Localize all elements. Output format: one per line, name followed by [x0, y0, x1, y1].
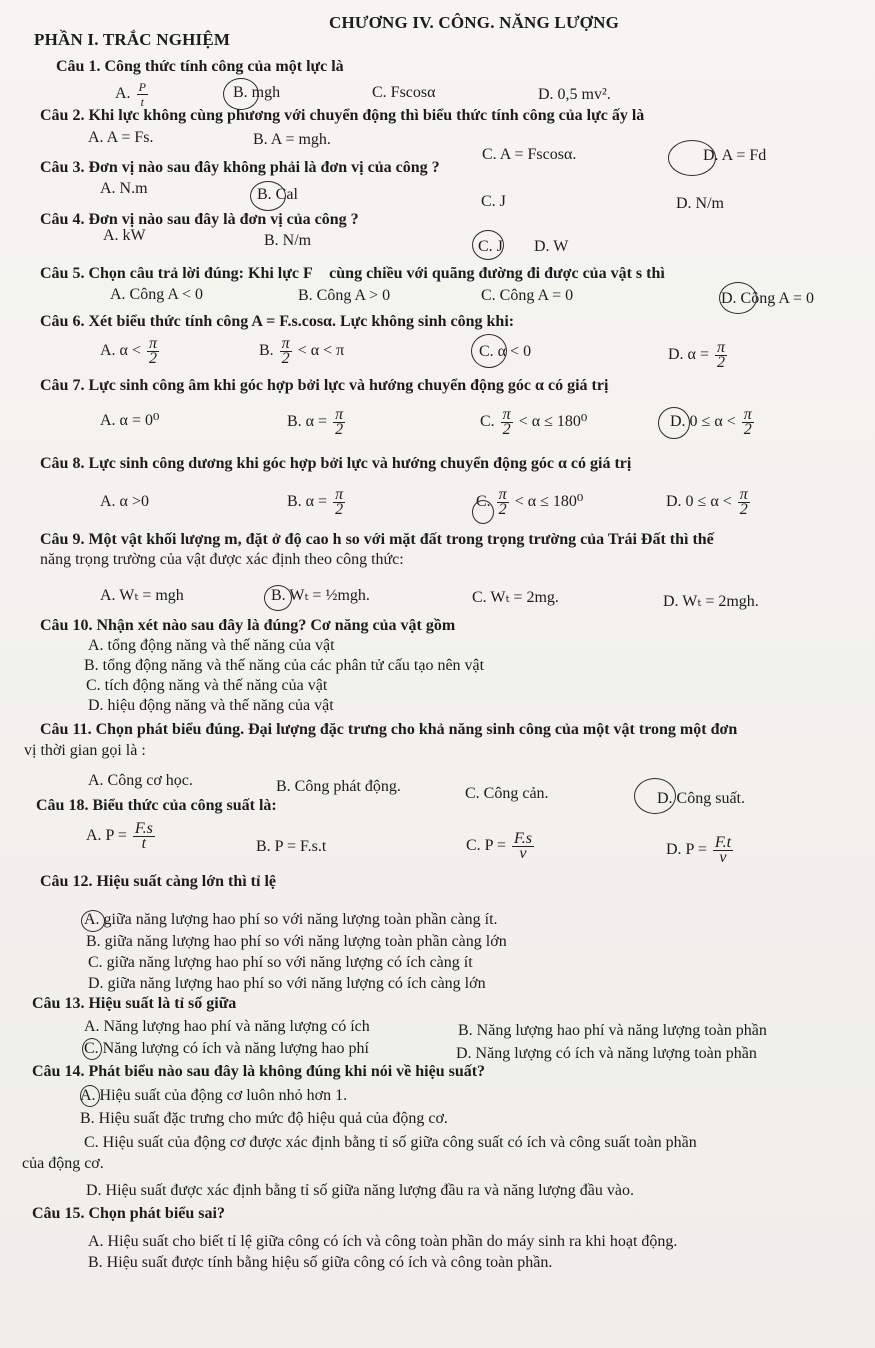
part-title: PHẦN I. TRẮC NGHIỆM: [34, 30, 231, 49]
q13-option-d[interactable]: D. Năng lượng có ích và năng lượng toàn phần: [456, 1045, 757, 1062]
q3-stem-bold: không phải: [223, 159, 301, 176]
q1-option-a[interactable]: [115, 80, 150, 109]
q1-option-a-label: A.: [115, 85, 131, 103]
q4-option-c[interactable]: C. J: [478, 238, 503, 255]
q6-option-a[interactable]: [100, 337, 161, 366]
q10-option-c[interactable]: C. tích động năng và thế năng của vật: [86, 677, 328, 694]
q6-b-pre: B.: [259, 342, 274, 360]
q6-d-pre: D. α =: [668, 346, 709, 364]
q8-c-pre: C.: [476, 493, 491, 511]
q6-b-post: < α < π: [297, 342, 345, 360]
q14-option-c-line1[interactable]: C. Hiệu suất của động cơ được xác định bằng tỉ số giữa công suất có ích và công suất toàn phần: [84, 1134, 697, 1151]
q15-option-a[interactable]: A. Hiệu suất cho biết tỉ lệ giữa công có ích và công toàn phần do máy sinh ra khi hoạt động.: [88, 1233, 678, 1250]
question-1-stem: Câu 1. Công thức tính công của một lực là: [56, 58, 344, 75]
q6-d-denominator: 2: [716, 354, 725, 371]
q3-option-b[interactable]: B. Cal: [257, 186, 298, 203]
q1-option-b[interactable]: B. mgh: [233, 84, 281, 101]
q8-b-denominator: 2: [335, 501, 344, 518]
q7-d-denominator: 2: [743, 421, 752, 438]
q9-option-b[interactable]: B. Wₜ = ½mgh.: [271, 587, 370, 604]
q2-answer-mark: [668, 140, 716, 176]
q6-option-c[interactable]: C. α < 0: [479, 343, 532, 360]
q18-a-denominator: t: [141, 835, 147, 852]
q18-c-pre: C. P =: [466, 837, 506, 855]
q7-d-pre: D. 0 ≤ α <: [670, 413, 736, 431]
q3-stem-pre: Câu 3. Đơn vị nào sau đây: [40, 159, 224, 176]
q9-option-c[interactable]: C. Wₜ = 2mg.: [472, 589, 559, 606]
question-10-stem: [40, 617, 455, 635]
question-11-stem-line2: vị thời gian gọi là :: [24, 742, 146, 759]
q12-option-a[interactable]: A. giữa năng lượng hao phí so với năng lượng toàn phần càng ít.: [84, 911, 498, 928]
q3-option-c[interactable]: C. J: [481, 193, 506, 210]
q1-a-numerator: P: [138, 80, 146, 94]
q14-option-a[interactable]: A. Hiệu suất của động cơ luôn nhỏ hơn 1.: [80, 1087, 348, 1104]
question-11-stem-line1: Câu 11. Chọn phát biểu đúng. Đại lượng đặc trưng cho khả năng sinh công của một vật trong một đơn: [40, 721, 738, 738]
q18-option-b[interactable]: B. P = F.s.t: [256, 838, 327, 855]
q8-option-a[interactable]: A. α >0: [100, 493, 149, 510]
q3-answer-mark: [250, 181, 286, 211]
q12-option-c[interactable]: C. giữa năng lượng hao phí so với năng lượng có ích càng ít: [88, 954, 473, 971]
q6-a-numerator: π: [148, 335, 157, 352]
q6-answer-mark: [471, 334, 507, 368]
q14-stem-pre: Câu 14. Phát biểu nào sau đây là: [32, 1063, 260, 1080]
question-7-stem: Câu 7. Lực sinh công âm khi góc hợp bởi lực và hướng chuyển động góc α có giá trị: [40, 377, 609, 394]
q8-d-denominator: 2: [739, 501, 748, 518]
q2-option-a[interactable]: A. A = Fs.: [88, 129, 154, 146]
q5-answer-mark: [719, 282, 757, 314]
q18-a-numerator: F.s: [134, 820, 153, 837]
q4-option-d[interactable]: D. W: [534, 238, 569, 255]
question-9-stem-line2: năng trọng trường của vật được xác định theo công thức:: [40, 551, 404, 568]
q7-c-post: < α ≤ 180⁰: [518, 413, 588, 431]
question-9-stem-line1: Câu 9. Một vật khối lượng m, đặt ở độ cao h so với mặt đất trong trọng trường của Trái Đất thì thế: [40, 531, 714, 548]
q8-b-pre: B. α =: [287, 493, 328, 511]
q13-answer-mark: [82, 1038, 102, 1060]
q7-b-numerator: π: [335, 406, 344, 423]
q8-d-numerator: π: [739, 486, 748, 503]
q15-option-b[interactable]: B. Hiệu suất được tính bằng hiệu số giữa công có ích và công toàn phần.: [88, 1254, 553, 1271]
q11-option-c[interactable]: C. Công cản.: [465, 785, 549, 802]
q5-option-a[interactable]: A. Công A < 0: [110, 286, 204, 303]
q8-option-d[interactable]: [666, 488, 752, 517]
q8-d-pre: D. 0 ≤ α <: [666, 493, 732, 511]
q7-option-a[interactable]: A. α = 0⁰: [100, 412, 160, 429]
q7-c-denominator: 2: [502, 421, 511, 438]
q18-option-c[interactable]: [466, 832, 536, 861]
q10-option-d[interactable]: D. hiệu động năng và thế năng của vật: [88, 697, 334, 714]
q6-a-pre: A. α <: [100, 342, 141, 360]
q2-stem-post: cùng phương với chuyển động thì biểu thức tính công của lực ấy là: [186, 107, 645, 124]
q10-stem-post: ? Cơ năng của vật gồm: [298, 617, 456, 634]
q6-option-d[interactable]: [668, 341, 729, 370]
q8-c-numerator: π: [498, 486, 507, 503]
q4-option-b[interactable]: B. N/m: [264, 232, 312, 249]
q18-d-denominator: v: [719, 849, 727, 866]
q3-option-a[interactable]: A. N.m: [100, 180, 148, 197]
q2-stem-bold: không: [143, 107, 187, 124]
chapter-title: CHƯƠNG IV. CÔNG. NĂNG LƯỢNG: [329, 13, 620, 32]
q10-stem-pre: Câu 10. Nhận xét nào sau đây là: [40, 617, 264, 634]
q7-option-c[interactable]: [480, 408, 587, 437]
q4-answer-mark: [472, 230, 504, 260]
question-4-stem: Câu 4. Đơn vị nào sau đây là đơn vị của công ?: [40, 211, 359, 228]
q8-b-numerator: π: [335, 486, 344, 503]
q8-c-denominator: 2: [498, 501, 507, 518]
q6-option-b[interactable]: [259, 337, 344, 366]
q18-a-pre: A. P =: [86, 827, 127, 845]
q12-option-b[interactable]: B. giữa năng lượng hao phí so với năng lượng toàn phần càng lớn: [86, 933, 507, 950]
q1-option-c[interactable]: C. Fscosα: [372, 84, 436, 101]
q9-answer-mark: [264, 585, 292, 611]
q7-c-pre: C.: [480, 413, 495, 431]
q5-option-c[interactable]: C. Công A = 0: [481, 287, 574, 304]
q13-option-a[interactable]: A. Năng lượng hao phí và năng lượng có ích: [84, 1018, 370, 1035]
q1-a-denominator: t: [140, 95, 144, 109]
q14-answer-mark: [80, 1085, 100, 1107]
q14-option-d[interactable]: D. Hiệu suất được xác định bằng tỉ số giữa năng lượng đầu ra và năng lượng đầu vào.: [86, 1182, 634, 1199]
q7-option-b[interactable]: [287, 408, 347, 437]
q18-c-denominator: v: [519, 845, 527, 862]
q3-option-d[interactable]: D. N/m: [676, 195, 724, 212]
q7-c-numerator: π: [502, 406, 511, 423]
q2-option-b[interactable]: B. A = mgh.: [253, 131, 331, 148]
q7-b-pre: B. α =: [287, 413, 328, 431]
q10-option-b[interactable]: B. tổng động năng và thế năng của các phân tử cấu tạo nên vật: [84, 657, 485, 674]
q11-option-b[interactable]: B. Công phát động.: [276, 778, 401, 795]
q8-option-b[interactable]: [287, 488, 347, 517]
q5-option-b[interactable]: B. Công A > 0: [298, 287, 391, 304]
q6-a-denominator: 2: [148, 350, 157, 367]
q13-option-b[interactable]: B. Năng lượng hao phí và năng lượng toàn phần: [458, 1022, 767, 1039]
question-3-stem: [40, 159, 440, 177]
q18-d-numerator: F.t: [714, 834, 732, 851]
q2-option-d[interactable]: D. A = Fd: [703, 147, 767, 164]
q10-stem-bold: đúng: [263, 617, 299, 634]
q9-option-d[interactable]: D. Wₜ = 2mgh.: [663, 593, 759, 610]
q18-option-a[interactable]: [86, 822, 157, 851]
q14-stem-bold: không: [259, 1063, 302, 1080]
q5-option-d[interactable]: D. Công A = 0: [721, 290, 815, 307]
q18-option-d[interactable]: [666, 836, 735, 865]
q8-c-post: < α ≤ 180⁰: [514, 493, 584, 511]
question-12-stem: Câu 12. Hiệu suất càng lớn thì tỉ lệ: [40, 873, 276, 890]
q14-option-c-line2[interactable]: của động cơ.: [22, 1155, 104, 1172]
q18-c-numerator: F.s: [514, 830, 532, 847]
question-14-stem: [32, 1063, 485, 1081]
q11-option-d[interactable]: D. Công suất.: [657, 790, 745, 807]
question-5-stem: Câu 5. Chọn câu trả lời đúng: Khi lực F⃗ cùng chiều với quãng đường đi được của vật s thì: [40, 265, 665, 282]
q2-stem-pre: Câu 2. Khi lực: [40, 107, 144, 124]
question-15-stem: Câu 15. Chọn phát biểu sai?: [32, 1205, 225, 1222]
q14-stem-post: đúng khi nói về hiệu suất?: [301, 1063, 486, 1080]
q1-option-d[interactable]: D. 0,5 mv².: [538, 86, 611, 103]
q7-d-numerator: π: [743, 406, 752, 423]
question-8-stem: Câu 8. Lực sinh công dương khi góc hợp bởi lực và hướng chuyển động góc α có giá trị: [40, 455, 632, 472]
question-6-stem: Câu 6. Xét biểu thức tính công A = F.s.cosα. Lực không sinh công khi:: [40, 313, 515, 330]
q8-answer-mark: [472, 500, 494, 524]
q9-option-a[interactable]: A. Wₜ = mgh: [100, 587, 184, 604]
q11-answer-mark: [634, 778, 676, 814]
question-13-stem: Câu 13. Hiệu suất là tỉ số giữa: [32, 995, 237, 1012]
q18-d-pre: D. P =: [666, 841, 707, 859]
q3-stem-post: là đơn vị của công ?: [300, 159, 440, 176]
question-18-stem: Câu 18. Biểu thức của công suất là:: [36, 797, 277, 814]
q6-b-numerator: π: [281, 335, 290, 352]
q6-b-denominator: 2: [281, 350, 290, 367]
question-2-stem: [40, 107, 644, 125]
q4-option-a[interactable]: A. kW: [103, 227, 146, 244]
q14-option-b[interactable]: B. Hiệu suất đặc trưng cho mức độ hiệu quả của động cơ.: [80, 1110, 448, 1127]
q7-b-denominator: 2: [335, 421, 344, 438]
q12-answer-mark: [81, 910, 105, 932]
q10-option-a[interactable]: A. tổng động năng và thế năng của vật: [88, 637, 335, 654]
q12-option-d[interactable]: D. giữa năng lượng hao phí so với năng lượng có ích càng lớn: [88, 975, 486, 992]
q11-option-a[interactable]: A. Công cơ học.: [88, 772, 193, 789]
q7-answer-mark: [658, 407, 690, 439]
q2-option-c[interactable]: C. A = Fscosα.: [482, 146, 577, 163]
q1-answer-mark: [223, 78, 259, 110]
q13-option-c[interactable]: C. Năng lượng có ích và năng lượng hao phí: [84, 1040, 369, 1057]
q6-d-numerator: π: [716, 339, 725, 356]
